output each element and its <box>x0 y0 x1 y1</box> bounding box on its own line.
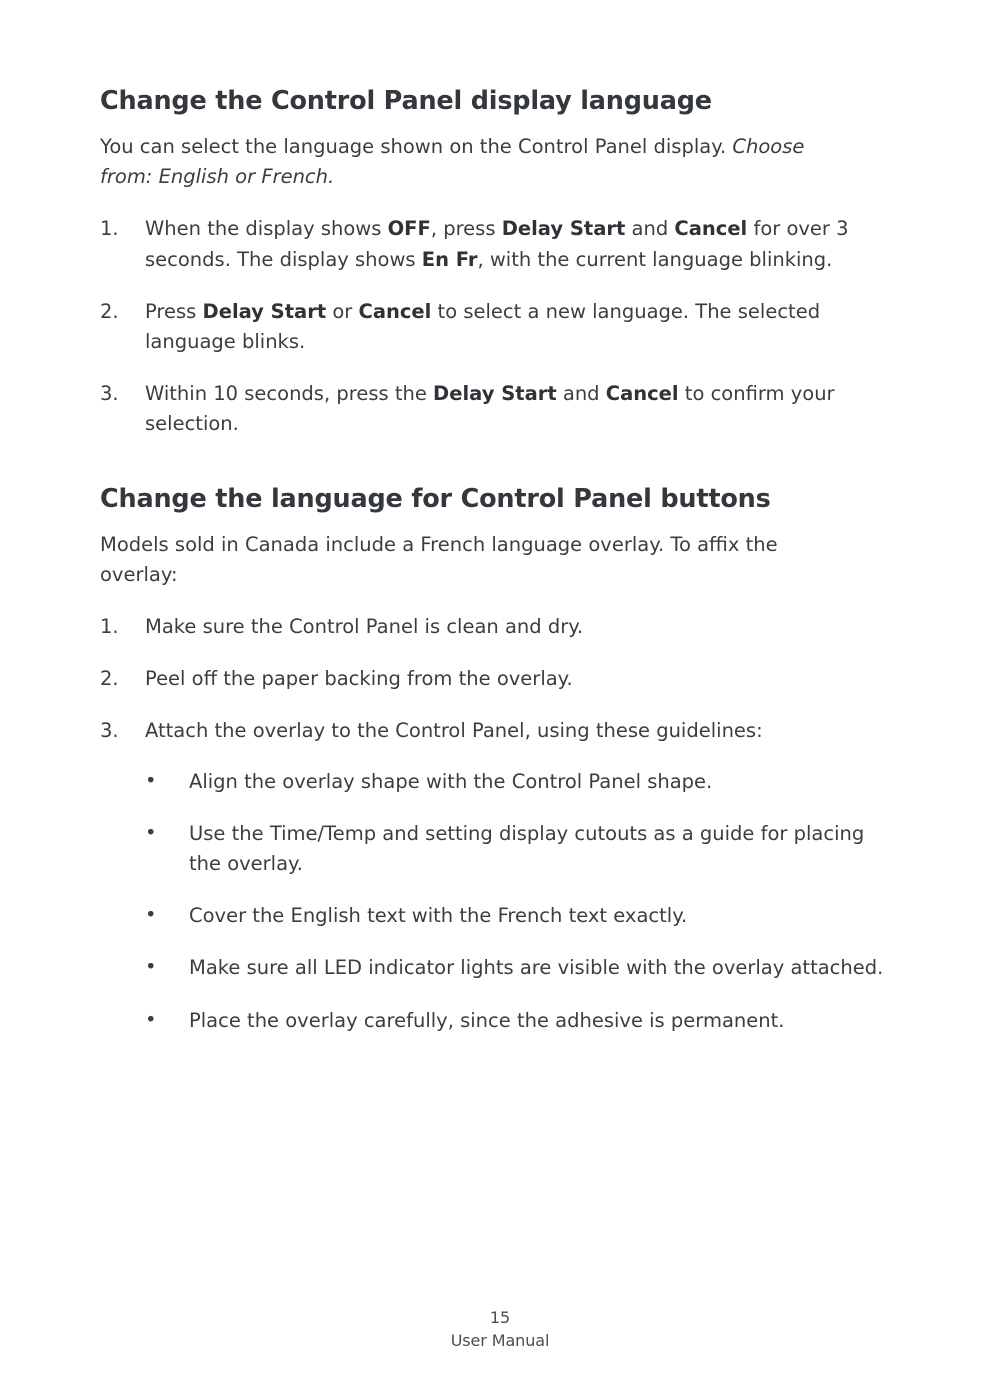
plain-text: and <box>556 382 606 406</box>
plain-text: When the display shows <box>145 217 388 241</box>
bullet-icon: • <box>145 1007 157 1031</box>
guideline-item <box>145 819 900 879</box>
step-number: 2. <box>100 667 119 691</box>
document-label: User Manual <box>450 1330 550 1350</box>
plain-text: , press <box>430 217 502 241</box>
section1-intro-italic: Choose from: English or French. <box>100 134 805 189</box>
emphasis-text: Cancel <box>674 217 748 241</box>
guideline-text: Align the overlay shape with the Control Panel shape. <box>189 769 713 793</box>
emphasis-text: OFF <box>387 217 431 241</box>
section-heading-button-language: Change the language for Control Panel buttons <box>100 483 771 514</box>
guideline-item <box>145 767 900 797</box>
guideline-text: Cover the English text with the French text exactly. <box>189 904 688 928</box>
step-item <box>100 214 900 274</box>
plain-text: Within 10 seconds, press the <box>145 382 434 406</box>
emphasis-text: Cancel <box>358 299 432 323</box>
step-text <box>145 214 900 274</box>
section2-intro-plain: Models sold in Canada include a French language overlay. To affix the overlay: <box>100 532 778 586</box>
guideline-list <box>145 767 900 1036</box>
step-item <box>100 664 900 694</box>
plain-text: Attach the overlay to the Control Panel, using these guidelines: <box>145 719 763 743</box>
bullet-icon: • <box>145 903 157 927</box>
step-number: 1. <box>100 217 119 241</box>
guideline-item <box>145 953 900 983</box>
guideline-text: Make sure all LED indicator lights are visible with the overlay attached. <box>189 956 884 980</box>
emphasis-text: Delay Start <box>433 382 557 406</box>
step-number: 1. <box>100 614 119 638</box>
step-item <box>100 297 900 357</box>
plain-text: or <box>326 299 359 323</box>
emphasis-text: Cancel <box>605 382 679 406</box>
page-footer <box>0 1307 1000 1352</box>
step-number: 2. <box>100 299 119 323</box>
plain-text: to select a new language. The selected language blinks. <box>145 299 821 353</box>
plain-text: Make sure the Control Panel is clean and dry. <box>145 614 584 638</box>
guideline-text: Place the overlay carefully, since the adhesive is permanent. <box>189 1008 785 1032</box>
emphasis-text: Delay Start <box>202 299 327 323</box>
guideline-item <box>145 901 900 931</box>
plain-text: Press <box>145 299 203 323</box>
section-heading-display-language: Change the Control Panel display language <box>100 86 712 116</box>
step-item <box>100 612 900 642</box>
step-text <box>145 297 900 357</box>
section2-step-list <box>100 612 900 1036</box>
section2-intro <box>100 530 860 590</box>
section1-intro-plain: You can select the language shown on the Control Panel display. <box>100 134 727 158</box>
plain-text: Peel off the paper backing from the overlay. <box>145 667 573 691</box>
plain-text: for over 3 seconds. The display shows <box>145 217 849 271</box>
step-text <box>145 612 900 642</box>
step-number: 3. <box>100 719 119 743</box>
guideline-item <box>145 1006 900 1036</box>
page-content <box>100 86 900 1058</box>
bullet-icon: • <box>145 768 157 792</box>
step-text <box>145 664 900 694</box>
step-number: 3. <box>100 382 119 406</box>
emphasis-text: En Fr <box>421 247 478 271</box>
step-item <box>100 379 900 439</box>
step-text <box>145 716 900 746</box>
bullet-icon: • <box>145 820 157 844</box>
section1-intro <box>100 132 860 192</box>
plain-text: to confirm your selection. <box>145 382 835 436</box>
section1-step-list <box>100 214 900 439</box>
step-text <box>145 379 900 439</box>
guideline-text: Use the Time/Temp and setting display cutouts as a guide for placing the overlay. <box>189 821 865 876</box>
step-item <box>100 716 900 1036</box>
plain-text: and <box>625 217 675 241</box>
emphasis-text: Delay Start <box>501 217 626 241</box>
bullet-icon: • <box>145 955 157 979</box>
plain-text: , with the current language blinking. <box>477 247 833 271</box>
page-number: 15 <box>489 1308 511 1328</box>
